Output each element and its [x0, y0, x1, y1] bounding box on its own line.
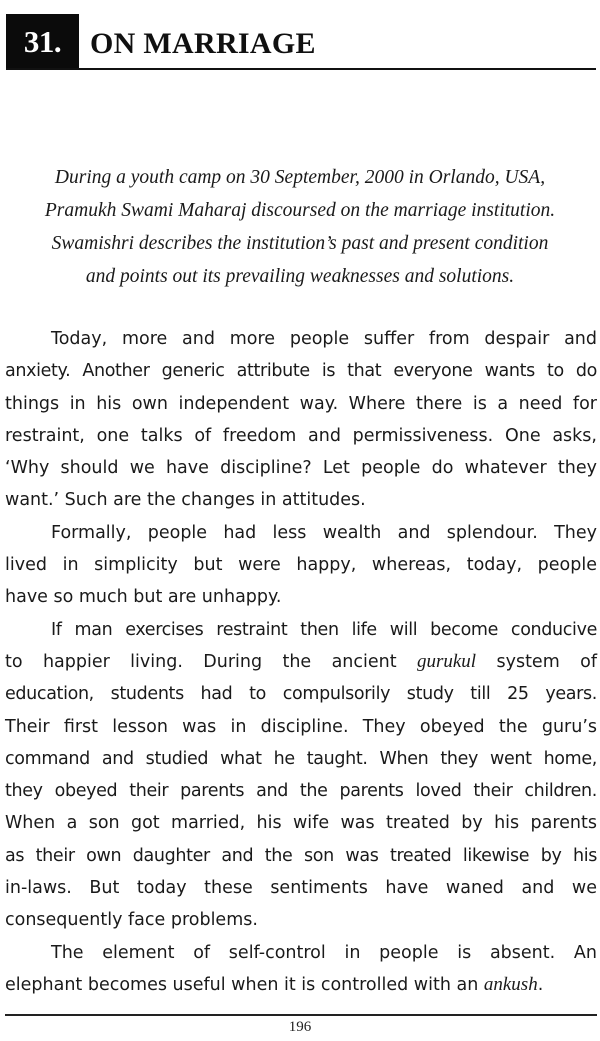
intro-summary [10, 161, 590, 293]
text-line: The element of self-control in people is absent. An [51, 942, 597, 963]
gurukul-term: gurukul [416, 650, 477, 672]
text-line: things in his own independent way. Where there is a need for [5, 393, 597, 414]
text-line: consequently face problems. [5, 910, 258, 931]
paragraph [5, 614, 597, 937]
intro-line: Pramukh Swami Maharaj discoursed on the marriage institution. [44, 200, 556, 221]
ankush-term: ankush [483, 973, 538, 995]
page-number: 196 [288, 1019, 312, 1035]
body-text [5, 323, 597, 1001]
text-segment: elephant becomes useful when it is controlled with an [5, 974, 484, 995]
text-line: want.’ Such are the changes in attitudes. [5, 490, 366, 511]
text-line: ‘Why should we have discipline? Let people do whatever they [5, 458, 597, 479]
intro-line: Swamishri describes the institution’s past and present condition [51, 233, 549, 254]
text-line: education, students had to compulsorily study till 25 years. [5, 684, 597, 705]
text-line: When a son got married, his wife was treated by his parents [5, 813, 597, 834]
text-line: Their first lesson was in discipline. They obeyed the guru’s [5, 716, 597, 737]
intro-line: and points out its prevailing weaknesses and solutions. [85, 266, 515, 287]
text-segment: . [537, 974, 544, 995]
chapter-title: ON MARRIAGE [90, 27, 316, 60]
intro-line: During a youth camp on 30 September, 2000 in Orlando, USA, [54, 167, 546, 188]
text-line: restraint, one talks of freedom and permissiveness. One asks, [5, 425, 597, 446]
text-line: anxiety. Another generic attribute is that everyone wants to do [5, 361, 597, 382]
text-line: in-laws. But today these sentiments have waned and we [5, 878, 597, 899]
text-line: command and studied what he taught. When they went home, [5, 748, 597, 769]
header-rule [6, 68, 596, 70]
text-line: If man exercises restraint then life will become conducive [51, 619, 597, 640]
text-segment: to happier living. During the ancient [5, 651, 417, 672]
text-line: Formally, people had less wealth and splendour. They [51, 522, 597, 543]
chapter-header [6, 14, 598, 70]
paragraph [5, 937, 597, 1002]
text-line: have so much but are unhappy. [5, 587, 282, 608]
text-line [5, 969, 597, 1001]
chapter-number: 31. [6, 14, 79, 69]
text-line: as their own daughter and the son was treated likewise by his [5, 845, 597, 866]
text-segment: system of [476, 651, 597, 672]
paragraph [5, 323, 597, 517]
text-line: lived in simplicity but were happy, whereas, today, people [5, 555, 597, 576]
text-line: they obeyed their parents and the parents loved their children. [5, 781, 597, 802]
text-line [5, 646, 597, 678]
text-line: Today, more and more people suffer from despair and [51, 329, 597, 349]
paragraph [5, 517, 597, 614]
